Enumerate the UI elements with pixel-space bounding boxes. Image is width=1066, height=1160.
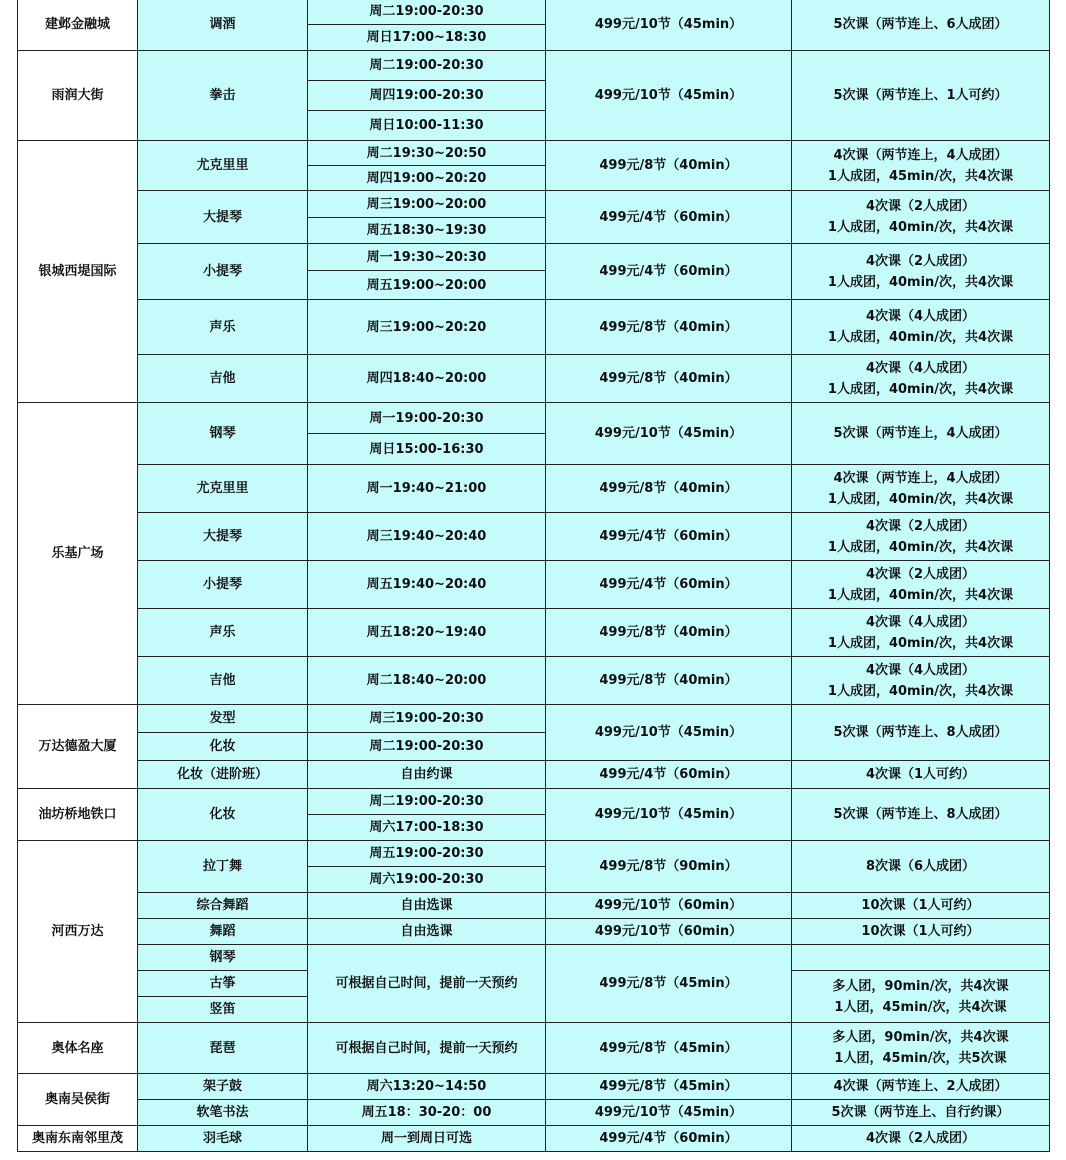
time-cell: 周二19:00-20:30: [308, 51, 546, 81]
time-cell: 周三19:00~20:20: [308, 300, 546, 355]
time-cell: 周六17:00-18:30: [308, 815, 546, 841]
location-cell: 乐基广场: [18, 403, 138, 705]
cell-line: 4次课（4人成团）: [865, 309, 976, 324]
time-cell: 周三19:00-20:30: [308, 705, 546, 733]
cell-line: 4次课（2人成团）: [865, 253, 976, 269]
time-cell: 周五19:00~20:00: [308, 271, 546, 300]
course-cell: 大提琴: [138, 513, 308, 561]
time-cell: 可根据自己时间，提前一天预约: [308, 1023, 546, 1074]
note-cell: 4次课（2人成团）: [792, 1126, 1050, 1152]
course-cell: 声乐: [138, 609, 308, 657]
note-cell: 5次课（两节连上、自行约课）: [792, 1100, 1050, 1126]
time-cell: 周二19:30~20:50: [308, 141, 546, 166]
course-cell: 钢琴: [138, 945, 308, 971]
price-cell: 499元/4节（60min）: [546, 513, 792, 561]
note-cell: 5次课（两节连上、1人可约）: [792, 51, 1050, 141]
cell-line: 1人成团，45min/次，共4次课: [827, 168, 1014, 184]
course-cell: 架子鼓: [138, 1074, 308, 1100]
location-cell: 奥南东南邻里茂: [18, 1126, 138, 1152]
time-cell: 周五19:40~20:40: [308, 561, 546, 609]
note-cell: [792, 141, 1050, 191]
course-cell: 化妆: [138, 789, 308, 841]
time-cell: 周六19:00-20:30: [308, 867, 546, 893]
table-row: [18, 0, 1050, 25]
location-cell: 建邺金融城: [18, 0, 138, 51]
time-cell: 周二19:00-20:30: [308, 789, 546, 815]
cell-line: 1人成团，40min/次，共4次课: [827, 330, 1014, 345]
table-row: [18, 1100, 1050, 1126]
table-row: [18, 893, 1050, 919]
note-cell: [792, 513, 1050, 561]
time-cell: 周五18:30~19:30: [308, 218, 546, 244]
table-row: [18, 355, 1050, 403]
cell-line: 1人团，45min/次，共5次课: [834, 1051, 1007, 1066]
table-row: [18, 244, 1050, 271]
course-cell: 调酒: [138, 0, 308, 51]
course-cell: 软笔书法: [138, 1100, 308, 1126]
note-cell: [792, 191, 1050, 244]
price-cell: 499元/10节（45min）: [546, 0, 792, 51]
time-cell: 周三19:00~20:00: [308, 191, 546, 218]
time-cell: 周一19:40~21:00: [308, 465, 546, 513]
note-cell: [792, 971, 1050, 1023]
course-cell: 古筝: [138, 971, 308, 997]
course-cell: 小提琴: [138, 244, 308, 300]
time-cell: 周五18：30-20：00: [308, 1100, 546, 1126]
course-cell: 舞蹈: [138, 919, 308, 945]
location-cell: 油坊桥地铁口: [18, 789, 138, 841]
table-row: [18, 789, 1050, 815]
price-cell: 499元/10节（60min）: [546, 893, 792, 919]
cell-line: 4次课（2人成团）: [865, 566, 976, 582]
price-cell: 499元/10节（45min）: [546, 403, 792, 465]
course-cell: 拉丁舞: [138, 841, 308, 893]
table-row: [18, 761, 1050, 789]
time-cell: 周日15:00-16:30: [308, 434, 546, 465]
table-row: [18, 1023, 1050, 1074]
table-row: [18, 1074, 1050, 1100]
time-cell: 周四18:40~20:00: [308, 355, 546, 403]
course-cell: 声乐: [138, 300, 308, 355]
note-cell: [792, 609, 1050, 657]
table-row: [18, 705, 1050, 733]
course-cell: 钢琴: [138, 403, 308, 465]
price-cell: 499元/8节（45min）: [546, 1074, 792, 1100]
note-cell: 5次课（两节连上、8人成团）: [792, 789, 1050, 841]
price-cell: 499元/8节（45min）: [546, 1023, 792, 1074]
price-cell: 499元/8节（40min）: [546, 657, 792, 705]
note-cell: 5次课（两节连上、6人成团）: [792, 0, 1050, 51]
time-cell: 周四19:00~20:20: [308, 166, 546, 191]
price-cell: 499元/10节（45min）: [546, 789, 792, 841]
location-cell: 奥南吴侯街: [18, 1074, 138, 1126]
course-cell: 发型: [138, 705, 308, 733]
time-cell: 周二19:00-20:30: [308, 0, 546, 25]
price-cell: 499元/8节（45min）: [546, 945, 792, 1023]
course-cell: 吉他: [138, 657, 308, 705]
price-cell: 499元/8节（40min）: [546, 465, 792, 513]
schedule-table: [17, 0, 1050, 1152]
cell-line: 多人团，90min/次，共4次课: [832, 978, 1009, 994]
course-cell: 综合舞蹈: [138, 893, 308, 919]
location-cell: 雨润大街: [18, 51, 138, 141]
cell-line: 1人成团，40min/次，共4次课: [827, 587, 1014, 603]
table-row: [18, 191, 1050, 218]
cell-line: 4次课（2人成团）: [865, 518, 976, 534]
note-cell: 5次课（两节连上、8人成团）: [792, 705, 1050, 761]
table-row: [18, 561, 1050, 609]
course-cell: 小提琴: [138, 561, 308, 609]
note-cell: [792, 945, 1050, 971]
cell-line: 4次课（4人成团）: [865, 360, 976, 376]
course-cell: 尤克里里: [138, 465, 308, 513]
time-cell: 自由选课: [308, 919, 546, 945]
time-cell: 周六13:20~14:50: [308, 1074, 546, 1100]
table-row: [18, 141, 1050, 166]
time-cell: 周四19:00-20:30: [308, 81, 546, 111]
note-cell: 4次课（两节连上、2人成团）: [792, 1074, 1050, 1100]
location-cell: 万达德盈大厦: [18, 705, 138, 789]
time-cell: 周一19:30~20:30: [308, 244, 546, 271]
course-cell: 尤克里里: [138, 141, 308, 191]
price-cell: 499元/10节（45min）: [546, 705, 792, 761]
time-cell: 周日10:00-11:30: [308, 111, 546, 141]
price-cell: 499元/8节（40min）: [546, 609, 792, 657]
price-cell: 499元/10节（45min）: [546, 51, 792, 141]
cell-line: 4次课（4人成团）: [865, 662, 976, 678]
table-row: [18, 657, 1050, 705]
course-cell: 大提琴: [138, 191, 308, 244]
time-cell: 自由约课: [308, 761, 546, 789]
cell-line: 4次课（两节连上，4人成团）: [833, 147, 1008, 163]
time-cell: 周日17:00~18:30: [308, 25, 546, 51]
price-cell: 499元/4节（60min）: [546, 561, 792, 609]
table-row: [18, 945, 1050, 971]
price-cell: 499元/8节（40min）: [546, 355, 792, 403]
time-cell: 周二19:00-20:30: [308, 733, 546, 761]
table-row: [18, 841, 1050, 867]
time-cell: 周一到周日可选: [308, 1126, 546, 1152]
table-row: [18, 513, 1050, 561]
location-cell: 奥体名座: [18, 1023, 138, 1074]
note-cell: [792, 244, 1050, 300]
cell-line: 1人成团，40min/次，共4次课: [827, 274, 1014, 290]
course-cell: 化妆（进阶班）: [138, 761, 308, 789]
note-cell: 4次课（1人可约）: [792, 761, 1050, 789]
course-cell: 琵琶: [138, 1023, 308, 1074]
cell-line: 1人成团，40min/次，共4次课: [827, 635, 1014, 651]
price-cell: 499元/4节（60min）: [546, 191, 792, 244]
cell-line: 多人团，90min/次，共4次课: [832, 1030, 1009, 1045]
note-cell: [792, 300, 1050, 355]
table-row: [18, 300, 1050, 355]
note-cell: 10次课（1人可约）: [792, 919, 1050, 945]
price-cell: 499元/8节（40min）: [546, 141, 792, 191]
cell-line: 1人成团，40min/次，共4次课: [827, 220, 1014, 235]
course-cell: 竖笛: [138, 997, 308, 1023]
cell-line: 1人成团，40min/次，共4次课: [827, 539, 1014, 555]
note-cell: [792, 561, 1050, 609]
cell-line: 4次课（4人成团）: [865, 614, 976, 630]
table-row: [18, 51, 1050, 81]
price-cell: 499元/4节（60min）: [546, 244, 792, 300]
cell-line: 1人成团，40min/次，共4次课: [827, 683, 1014, 699]
table-row: [18, 403, 1050, 434]
course-cell: 拳击: [138, 51, 308, 141]
cell-line: 4次课（2人成团）: [865, 199, 976, 214]
note-cell: 5次课（两节连上，4人成团）: [792, 403, 1050, 465]
course-cell: 吉他: [138, 355, 308, 403]
note-cell: [792, 355, 1050, 403]
note-cell: [792, 657, 1050, 705]
location-cell: 河西万达: [18, 841, 138, 1023]
time-cell: 自由选课: [308, 893, 546, 919]
note-cell: [792, 465, 1050, 513]
time-cell: 周二18:40~20:00: [308, 657, 546, 705]
note-cell: 10次课（1人可约）: [792, 893, 1050, 919]
price-cell: 499元/8节（40min）: [546, 300, 792, 355]
cell-line: 1人团，45min/次，共4次课: [834, 999, 1007, 1015]
price-cell: 499元/8节（90min）: [546, 841, 792, 893]
table-row: [18, 1126, 1050, 1152]
price-cell: 499元/10节（45min）: [546, 1100, 792, 1126]
cell-line: 1人成团，40min/次，共4次课: [827, 491, 1014, 507]
table-row: [18, 919, 1050, 945]
location-cell: 银城西堤国际: [18, 141, 138, 403]
table-row: [18, 465, 1050, 513]
cell-line: 4次课（两节连上，4人成团）: [833, 470, 1008, 486]
time-cell: 周一19:00-20:30: [308, 403, 546, 434]
cell-line: 1人成团，40min/次，共4次课: [827, 381, 1014, 397]
price-cell: 499元/4节（60min）: [546, 761, 792, 789]
time-cell: 周五19:00-20:30: [308, 841, 546, 867]
time-cell: 周五18:20~19:40: [308, 609, 546, 657]
note-cell: [792, 1023, 1050, 1074]
table-row: [18, 609, 1050, 657]
time-cell: 可根据自己时间，提前一天预约: [308, 945, 546, 1023]
course-cell: 化妆: [138, 733, 308, 761]
price-cell: 499元/4节（60min）: [546, 1126, 792, 1152]
note-cell: 8次课（6人成团）: [792, 841, 1050, 893]
time-cell: 周三19:40~20:40: [308, 513, 546, 561]
course-cell: 羽毛球: [138, 1126, 308, 1152]
price-cell: 499元/10节（60min）: [546, 919, 792, 945]
